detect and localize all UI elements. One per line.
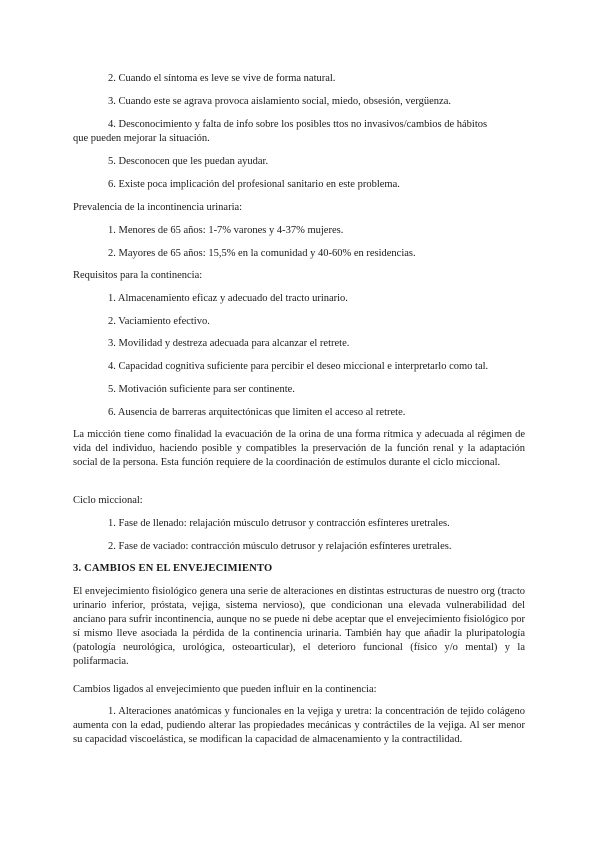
requirement-item-3: 3. Movilidad y destreza adecuada para alcanzar el retrete. (108, 338, 350, 349)
changes-item-1: 1. Alteraciones anatómicas y funcionales en la vejiga y uretra: la concentración de tejido colágeno aumenta con la edad, pudiendo alterar las propiedades mecánicas y contráctiles de la vejiga. Al ser menor su capacidad viscoelástica, se modifican la capacidad de almacenamiento y la contractilidad. (73, 706, 525, 745)
symptom-item-5: 5. Desconocen que les puedan ayudar. (108, 156, 269, 167)
symptom-item-4-line1: 4. Desconocimiento y falta de info sobre los posibles ttos no invasivos/cambios de hábitos (108, 119, 488, 130)
requirement-item-5: 5. Motivación suficiente para ser continente. (108, 384, 295, 395)
requirement-item-4: 4. Capacidad cognitiva suficiente para percibir el deseo miccional e interpretarlo como tal. (108, 361, 489, 372)
cycle-item-2: 2. Fase de vaciado: contracción músculo detrusor y relajación esfínteres uretrales. (108, 541, 452, 552)
aging-paragraph: El envejecimiento fisiológico genera una serie de alteraciones en distintas estructuras de nuestro org (tracto urinario inferior, próstata, vejiga, sistema nervioso), que condicionan una elevada vulnerabilidad del anciano para sufrir incontinencia, aunque no se puede ni debe aceptar que el envejecimiento fisiológico por sí mismo lleve asociada la pérdida de la continencia urinaria. También hay que añadir la pluripatología (patología neurológica, urológica, osteoarticular), el deterioro funcional (físico y/o mental) y la polifarmacia. (73, 586, 525, 667)
symptom-item-2: 2. Cuando el síntoma es leve se vive de forma natural. (108, 73, 336, 84)
requirements-title: Requisitos para la continencia: (73, 270, 203, 281)
section-3-heading: 3. CAMBIOS EN EL ENVEJECIMIENTO (73, 563, 273, 574)
prevalence-item-2: 2. Mayores de 65 años: 15,5% en la comunidad y 40-60% en residencias. (108, 248, 416, 259)
requirement-item-2: 2. Vaciamiento efectivo. (108, 316, 210, 327)
symptom-item-4-line2: que pueden mejorar la situación. (73, 133, 210, 144)
requirement-item-6: 6. Ausencia de barreras arquitectónicas que limiten el acceso al retrete. (108, 407, 406, 418)
requirement-item-1: 1. Almacenamiento eficaz y adecuado del tracto urinario. (108, 293, 348, 304)
cycle-title: Ciclo miccional: (73, 495, 143, 506)
changes-title: Cambios ligados al envejecimiento que pueden influir en la continencia: (73, 684, 377, 695)
symptom-item-3: 3. Cuando este se agrava provoca aislamiento social, miedo, obsesión, vergüenza. (108, 96, 451, 107)
prevalence-item-1: 1. Menores de 65 años: 1-7% varones y 4-37% mujeres. (108, 225, 344, 236)
symptom-item-6: 6. Existe poca implicación del profesional sanitario en este problema. (108, 179, 400, 190)
prevalence-title: Prevalencia de la incontinencia urinaria: (73, 202, 243, 213)
miction-paragraph: La micción tiene como finalidad la evacuación de la orina de una forma rítmica y adecuada al régimen de vida del individuo, haciendo posible y compatibles la preservación de la función renal y la adaptación social de la persona. Esta función requiere de la coordinación de estímulos durante el ciclo miccional. (73, 429, 525, 468)
cycle-item-1: 1. Fase de llenado: relajación músculo detrusor y contracción esfínteres uretrales. (108, 518, 450, 529)
